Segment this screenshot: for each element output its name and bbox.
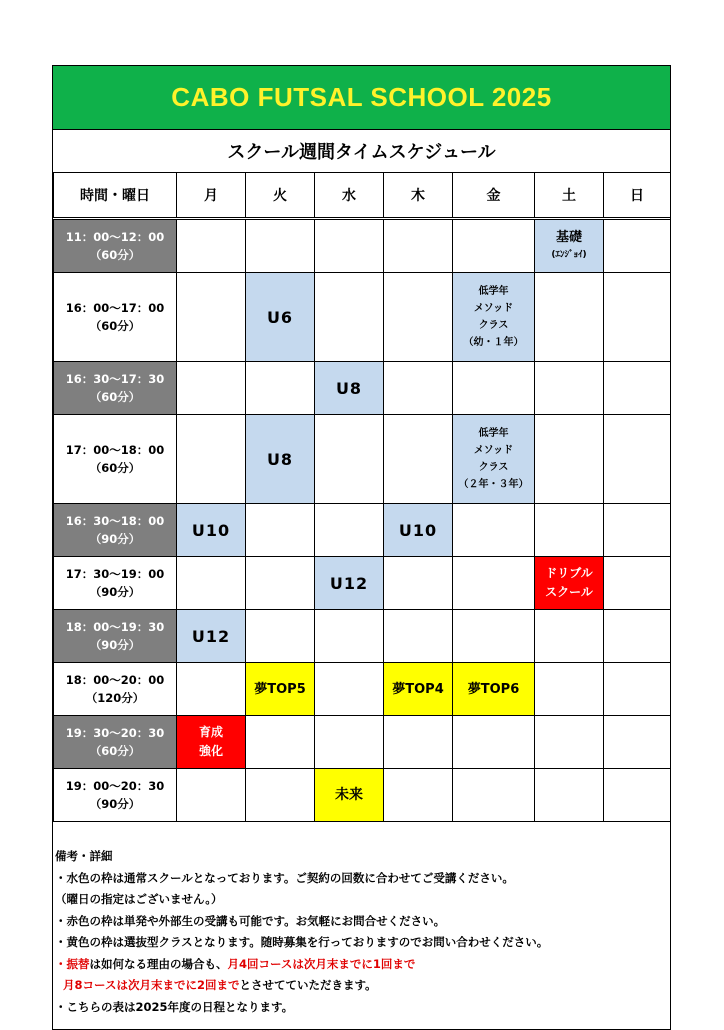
time-range: 19：30～20：30: [65, 726, 165, 740]
page-title: CABO FUTSAL SCHOOL 2025: [53, 66, 670, 130]
note-emphasis: 振替: [66, 956, 90, 971]
slot-empty: [453, 769, 535, 822]
time-range: 16：00～17：00: [65, 301, 165, 315]
slot-empty: [604, 504, 671, 557]
time-cell: [54, 219, 177, 273]
time-range: 16：30～18：00: [65, 514, 165, 528]
header-sun: 日: [604, 173, 671, 219]
duration: （90分）: [89, 532, 141, 546]
slot-empty: [535, 415, 604, 504]
slot-empty: [384, 557, 453, 610]
class-slot: 夢TOP5: [246, 663, 315, 716]
class-label: 強化: [198, 744, 223, 758]
class-slot: U6: [246, 273, 315, 362]
slot-empty: [604, 610, 671, 663]
time-range: 17：00～18：00: [65, 443, 165, 457]
table-row: [54, 716, 671, 769]
time-cell: [54, 610, 177, 663]
slot-empty: [177, 769, 246, 822]
note-emphasis: 月8コースは次月末までに2回まで: [63, 978, 240, 992]
duration: （90分）: [89, 638, 141, 652]
slot-empty: [604, 415, 671, 504]
slot-empty: [535, 362, 604, 415]
slot-empty: [535, 663, 604, 716]
slot-empty: [315, 273, 384, 362]
slot-empty: [177, 415, 246, 504]
duration: （120分）: [85, 691, 145, 705]
note-line: ・赤色の枠は単発や外部生の受講も可能です。お気軽にお問合せください。: [55, 913, 446, 928]
slot-empty: [384, 219, 453, 273]
time-cell: [54, 415, 177, 504]
header-tue: 火: [246, 173, 315, 219]
note-line: ・水色の枠は通常スクールとなっております。ご契約の回数に合わせてご受講ください。: [55, 870, 514, 885]
table-row: [54, 362, 671, 415]
table-row: [54, 219, 671, 273]
class-slot: U8: [246, 415, 315, 504]
slot-empty: [246, 716, 315, 769]
time-range: 18：00～20：00: [65, 673, 165, 687]
slot-empty: [246, 504, 315, 557]
slot-empty: [384, 610, 453, 663]
class-slot: 未来: [315, 769, 384, 822]
slot-empty: [315, 663, 384, 716]
slot-empty: [315, 716, 384, 769]
time-cell: [54, 362, 177, 415]
time-cell: [54, 716, 177, 769]
table-row: [54, 663, 671, 716]
slot-empty: [604, 219, 671, 273]
time-cell: [54, 273, 177, 362]
header-sat: 土: [535, 173, 604, 219]
slot-empty: [384, 362, 453, 415]
slot-empty: [604, 663, 671, 716]
class-slot: [453, 273, 535, 362]
class-label: クラス: [478, 462, 509, 473]
time-range: 19：00～20：30: [65, 779, 165, 793]
note-line: （曜日の指定はございません。）: [55, 892, 223, 906]
slot-empty: [453, 362, 535, 415]
note-line-transfer: [55, 954, 667, 976]
note-emphasis: 月4回コースは次月末までに1回まで: [227, 956, 416, 971]
class-slot: [535, 219, 604, 273]
class-label: 育成: [198, 725, 223, 739]
slot-empty: [315, 415, 384, 504]
schedule-sheet: [52, 65, 671, 1030]
slot-empty: [535, 610, 604, 663]
class-label: 低学年: [478, 286, 509, 297]
slot-empty: [246, 557, 315, 610]
schedule-table: [53, 172, 671, 822]
time-cell: [54, 663, 177, 716]
slot-empty: [315, 504, 384, 557]
slot-empty: [453, 219, 535, 273]
note-line-transfer-2: [55, 975, 667, 997]
slot-empty: [177, 219, 246, 273]
class-slot: U10: [177, 504, 246, 557]
time-range: 18：00～19：30: [65, 620, 165, 634]
class-label: ドリブル: [545, 566, 593, 580]
header-mon: 月: [177, 173, 246, 219]
slot-empty: [384, 769, 453, 822]
slot-empty: [246, 362, 315, 415]
slot-empty: [604, 362, 671, 415]
slot-empty: [246, 219, 315, 273]
duration: （60分）: [89, 319, 141, 333]
slot-empty: [535, 769, 604, 822]
table-row: [54, 610, 671, 663]
time-range: 16：30～17：30: [65, 372, 165, 386]
time-cell: [54, 557, 177, 610]
slot-empty: [384, 415, 453, 504]
duration: （60分）: [89, 461, 141, 475]
class-sublabel: （幼・１年）: [463, 337, 524, 348]
notes-section: [55, 846, 667, 1018]
slot-empty: [535, 273, 604, 362]
class-slot: U10: [384, 504, 453, 557]
slot-empty: [604, 716, 671, 769]
class-slot: 夢TOP6: [453, 663, 535, 716]
slot-empty: [384, 716, 453, 769]
duration: （60分）: [89, 390, 141, 404]
time-cell: [54, 769, 177, 822]
page-subtitle: スクール週間タイムスケジュール: [53, 129, 670, 173]
class-sublabel: （２年・３年）: [458, 479, 529, 490]
slot-empty: [604, 769, 671, 822]
slot-empty: [177, 557, 246, 610]
header-wed: 水: [315, 173, 384, 219]
slot-empty: [246, 769, 315, 822]
class-label: クラス: [478, 320, 509, 331]
slot-empty: [453, 504, 535, 557]
header-time: 時間・曜日: [54, 173, 177, 219]
class-slot: [453, 415, 535, 504]
class-label: メソッド: [473, 303, 514, 314]
slot-empty: [535, 716, 604, 769]
duration: （60分）: [89, 248, 141, 262]
class-slot: [535, 557, 604, 610]
slot-empty: [453, 557, 535, 610]
slot-empty: [177, 362, 246, 415]
note-line: ・こちらの表は2025年度の日程となります。: [55, 999, 294, 1014]
note-text: は如何なる理由の場合も、: [89, 956, 228, 971]
slot-empty: [535, 504, 604, 557]
note-text: ・: [55, 956, 67, 971]
slot-empty: [315, 219, 384, 273]
slot-empty: [246, 610, 315, 663]
class-slot: 夢TOP4: [384, 663, 453, 716]
table-row: [54, 504, 671, 557]
table-row: [54, 415, 671, 504]
header-thu: 木: [384, 173, 453, 219]
class-label: スクール: [545, 585, 593, 599]
slot-empty: [453, 716, 535, 769]
slot-empty: [384, 273, 453, 362]
time-range: 17：30～19：00: [65, 567, 165, 581]
duration: （60分）: [89, 744, 141, 758]
slot-empty: [315, 610, 384, 663]
class-label: 低学年: [478, 428, 509, 439]
slot-empty: [453, 610, 535, 663]
slot-empty: [177, 273, 246, 362]
slot-empty: [604, 273, 671, 362]
duration: （90分）: [89, 585, 141, 599]
slot-empty: [604, 557, 671, 610]
class-sublabel: (ｴﾝｼﾞｮｲ): [551, 250, 587, 260]
time-cell: [54, 504, 177, 557]
note-text: とさせてていただきます。: [239, 978, 377, 992]
class-label: 基礎: [555, 230, 582, 245]
slot-empty: [177, 663, 246, 716]
table-row: [54, 273, 671, 362]
class-label: メソッド: [473, 445, 514, 456]
time-range: 11：00～12：00: [65, 230, 165, 244]
duration: （90分）: [89, 797, 141, 811]
class-slot: U12: [315, 557, 384, 610]
table-row: [54, 769, 671, 822]
notes-heading: 備考・詳細: [55, 849, 113, 863]
table-row: [54, 557, 671, 610]
header-fri: 金: [453, 173, 535, 219]
class-slot: U12: [177, 610, 246, 663]
class-slot: [177, 716, 246, 769]
note-line: ・黄色の枠は選抜型クラスとなります。随時募集を行っておりますのでお問い合わせください。: [55, 935, 549, 949]
class-slot: U8: [315, 362, 384, 415]
header-row: [54, 173, 671, 219]
